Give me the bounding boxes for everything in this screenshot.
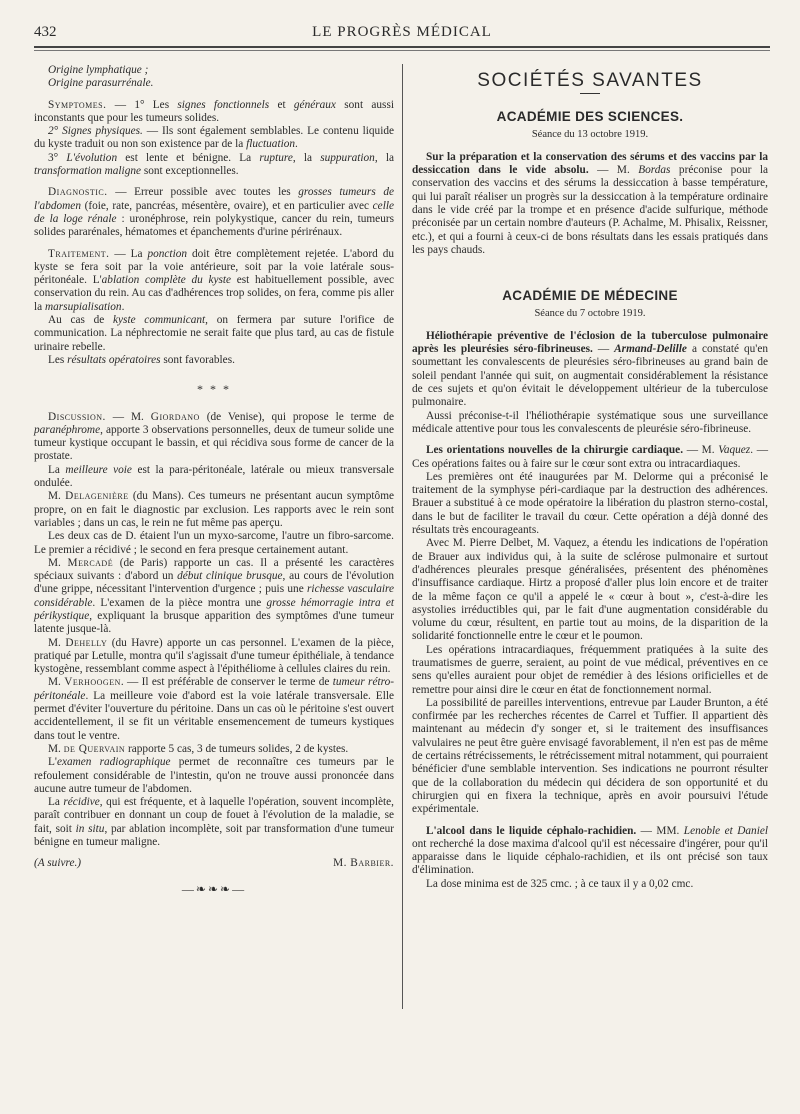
diagnosis-paragraph: Diagnostic. — Erreur possible avec toutes les grosses tumeurs de l'abdomen (foie, rate, pancréas, mésentère, ovaire), et en particulier avec celle de la loge rénale : uronéphrose, rein polykystique, cancer du rein, tumeurs solides pararénales, hématomes et épanchements d'urine périrénaux. — [34, 186, 394, 239]
mercade-paragraph: M. Mercadé (de Paris) rapporte un cas. Il a présenté les caractères spéciaux suivants : d'abord un début clinique brusque, au cours de l'évolution d'une grippe, nécessitant l'intervention d'urgence ; puis une richesse vasculaire considérable. L'examen de la pièce montra une grosse hémorragie intra et périkystique, expliquant la brusque apparition des symptômes d'une tumeur latente jusque-là. — [34, 556, 395, 636]
symptoms-paragraph: Symptomes. — 1° Les signes fonctionnels et généraux sont aussi inconstants que pour les tumeurs solides. — [34, 98, 394, 124]
alcohol-paragraph: L'alcool dans le liquide céphalo-rachidien. — MM. Lenoble et Daniel ont recherché la dose maxima d'alcool qu'il est nécessaire d'ingérer, pour qu'il apparaisse dans le liquide céphalo-rachidien, et ils ont précisé son taux d'élimination. — [412, 824, 768, 877]
diagnosis-label: Diagnostic. — [48, 186, 108, 199]
academy-sciences-title: ACADÉMIE DES SCIENCES. — [496, 109, 684, 125]
end-ornament: —❧❧❧— — [181, 881, 247, 896]
page-number: 432 — [34, 24, 57, 40]
section-rule — [580, 93, 600, 94]
column-divider — [402, 64, 403, 1009]
bordas-paragraph: Sur la préparation et la conservation des sérums et des vaccins par la dessiccation dans le vide absolu. — M. Bordas préconise pour la conservation des vaccins et des sérums la dessiccation à basse température, qui lui paraît réaliser un progrès sur la dessiccation à la température ordinaire dans le vide créé par la trompe et en présence d'acide sulfurique, méthode préconisée par un certain nombre d'auteurs (P. Achalme, M. Phisalix, Reissner, etc.), et qui a fourni à ceux-ci de bons résultats dans les essais pratiqués dans les pays chauds. — [412, 150, 769, 256]
dehelly-paragraph: M. Dehelly (du Havre) apporte un cas personnel. L'examen de la pièce, pratiqué par Letulle, montra qu'il s'agissait d'une tumeur épithéliale, à tendance kystogène, ressemblant comme aspect à l'épithéliome à cellules claires du rein. — [34, 636, 394, 676]
discussion-paragraph: Discussion. — M. Giordano (de Venise), qui propose le terme de paranéphrome, apporte 3 observations personnelles, deux de tumeur solide une tumeur kystique occupant le bassin, et qui récidiva sous forme de cancer de la prostate. — [34, 410, 394, 463]
two-cases-paragraph: Les deux cas de D. étaient l'un un myxo-sarcome, l'autre un fibro-sarcome. Le premier a récidivé ; le second en fera presque certainement autant. — [34, 530, 394, 556]
verhoogen-paragraph: M. Verhoogen. — Il est préférable de conserver le terme de tumeur rétro-péritonéale. La meilleure voie d'abord est la voie latérale transversale. Elle permet d'éviter l'ouverture du péritoine. Dans un cas où le péritoine s'est ouvert accidentellement, il se fit un véritable ensemencement de tumeurs kystiques dans tout le ventre. — [34, 676, 394, 742]
origin-line-1: Origine lymphatique ; — [48, 64, 149, 76]
quervain-paragraph: M. de Quervain rapporte 5 cas, 3 de tumeurs solides, 2 de kystes. — [48, 742, 349, 755]
signature-line — [34, 857, 394, 870]
cardiac-paragraph-4: La possibilité de pareilles interventions, entrevue par Lauder Brunton, a été confirmée par les recherches récentes de Carrel et Tuffier. Il appartient dès maintenant au médecin d'y songer et, si le traitement des insuffisances valvulaires ne peut être guère envisagé favorablement, il n'en est pas de même de certains rétrécissements, le rétrécissement mitral notamment, qui pourraient bénéficier d'une semblable intervention. Ses indications ne pourront résulter que de la collaboration du médecin qui décidera de son opportunité et du chirurgien qui en fixera la technique, après en avoir poursuivi l'étude expérimentale. — [412, 696, 768, 816]
cardiac-paragraph-3: Les opérations intracardiaques, fréquemment pratiquées à la suite des traumatismes de guerre, seraient, au point de vue médical, préventives en ce sens qu'elles auraient pour objet de remédier à des lésions orificielles et de remettre pour ainsi dire le cœur en état de fonctionnement normal. — [412, 643, 768, 696]
academy-medecine-session: Séance du 7 octobre 1919. — [534, 307, 646, 319]
header-rule — [34, 46, 770, 51]
discussion-label: Discussion. — [48, 410, 106, 423]
cardiac-paragraph-2: Avec M. Pierre Delbet, M. Vaquez, a étendu les indications de l'opération de Brauer aux individus qui, à la suite de sclérose pulmonaire et surtout d'adhérences pleurales presque généralisées, présentent des phénomènes d'insuffisance cardiaque. Hirtz a proposé d'aller plus loin encore et de traiter de la même façon ce qu'il a appelé le « cœur à bout », c'est-à-dire les asystolies irréductibles qui, par le fait d'une augmentation considérable du volume du cœur, résultent, en partie tout au moins, de la disparition de la solidarité fonctionnelle entre le cœur et le poumon. — [412, 537, 768, 643]
treatment-paragraph: Traitement. — La ponction doit être complètement rejetée. L'abord du kyste se fera soit par la voie antérieure, soit par la voie latérale sous-péritonéale. L'ablation complète du kyste est habituellement possible, avec conservation du rein. Au cas d'adhérences trop solides, on fera, comme pis aller la marsupialisation. — [34, 247, 395, 313]
academy-sciences-session: Séance du 13 octobre 1919. — [531, 128, 649, 140]
academy-medecine-title: ACADÉMIE DE MÉDECINE — [502, 288, 678, 304]
delageniere-paragraph: M. Delagenière (du Mans). Ces tumeurs ne présentant aucun symptôme propre, on en fait le diagnostic par exclusion. Les rapports avec le rein sont variables ; dans un cas, le rein ne fut même pas aperçu. — [34, 490, 395, 529]
best-route-paragraph: La meilleure voie est la para-péritonéale, latérale ou mieux transversale ondulée. — [34, 463, 394, 490]
heliotherapy-paragraph: Héliothérapie préventive de l'éclosion de la tuberculose pulmonaire après les pleurésies séro-fibrineuses. — Armand-Delille a constaté qu'en soumettant les convalescents de pleurésies séro-fibrineuses au grand bain de soleil pendant l'année qui suit, on augmentait considérablement la résistance de ces sujets et qu'on évitait le développement ultérieur de la tuberculose pulmonaire. — [412, 329, 769, 409]
recidive-paragraph: La récidive, qui est fréquente, et à laquelle l'opération, souvent incomplète, paraît contribuer en donnant un coup de fouet à l'évolution de la maladie, se fait, soit in situ, par ablation incomplète, soit par transformation d'une tumeur bénigne en tumeur maligne. — [34, 796, 395, 849]
treatment-label: Traitement. — [48, 247, 110, 260]
asterism: * * * — [197, 382, 231, 397]
signs-paragraph: 2° Signes physiques. — Ils sont également semblables. Le contenu liquide du kyste traduit ou non son existence par de la fluctuation. — [34, 125, 395, 151]
right-column — [412, 64, 768, 891]
author-signature: M. Barbier. — [333, 857, 394, 870]
heliotherapy-paragraph-2: Aussi préconise-t-il l'héliothérapie systématique sous une surveillance médicale attentive pour tous les convalescents de pleurésie séro-fibrineuse. — [412, 409, 768, 435]
evolution-paragraph: 3° L'évolution est lente et bénigne. La rupture, la suppuration, la transformation maligne sont exceptionnelles. — [34, 151, 394, 178]
left-column — [34, 64, 394, 896]
communicant-paragraph: Au cas de kyste communicant, on fermera par suture l'orifice de communication. La néphrectomie ne serait faite que plus tard, au cas de fistule urinaire rebelle. — [34, 314, 394, 353]
cardiac-lead-paragraph: Les orientations nouvelles de la chirurgie cardiaque. — M. Vaquez. — Ces opérations faites ou à faire sur le cœur sont extra ou intracardiaques. — [412, 444, 769, 470]
symptoms-label: Symptomes. — [48, 98, 107, 111]
running-head: LE PROGRÈS MÉDICAL — [312, 24, 492, 40]
alcohol-paragraph-2: La dose minima est de 325 cmc. ; à ce taux il y a 0,02 cmc. — [426, 877, 694, 890]
section-title: SOCIÉTÉS SAVANTES — [477, 70, 703, 91]
page-header — [34, 22, 770, 46]
origin-line-2: Origine parasurrénale. — [48, 77, 154, 90]
to-be-continued: (A suivre.) — [34, 857, 82, 870]
cardiac-paragraph-1: Les premières ont été inaugurées par M. Delorme qui a préconisé le traitement de la symphyse péri-cardiaque par la destruction des adhérences. Brauer a substitué à ce mode opératoire la libération du plastron sterno-costal, dans le but de faciliter le travail du cœur. Cette opération a déjà donné des résultats très encourageants. — [412, 470, 768, 537]
radiographic-paragraph: L'examen radiographique permet de reconnaître ces tumeurs par le refoulement considérable de l'intestin, qu'on ne trouve aussi prononcée dans aucune autre tumeur de l'abdomen. — [34, 756, 394, 795]
results-paragraph: Les résultats opératoires sont favorables. — [48, 353, 235, 366]
